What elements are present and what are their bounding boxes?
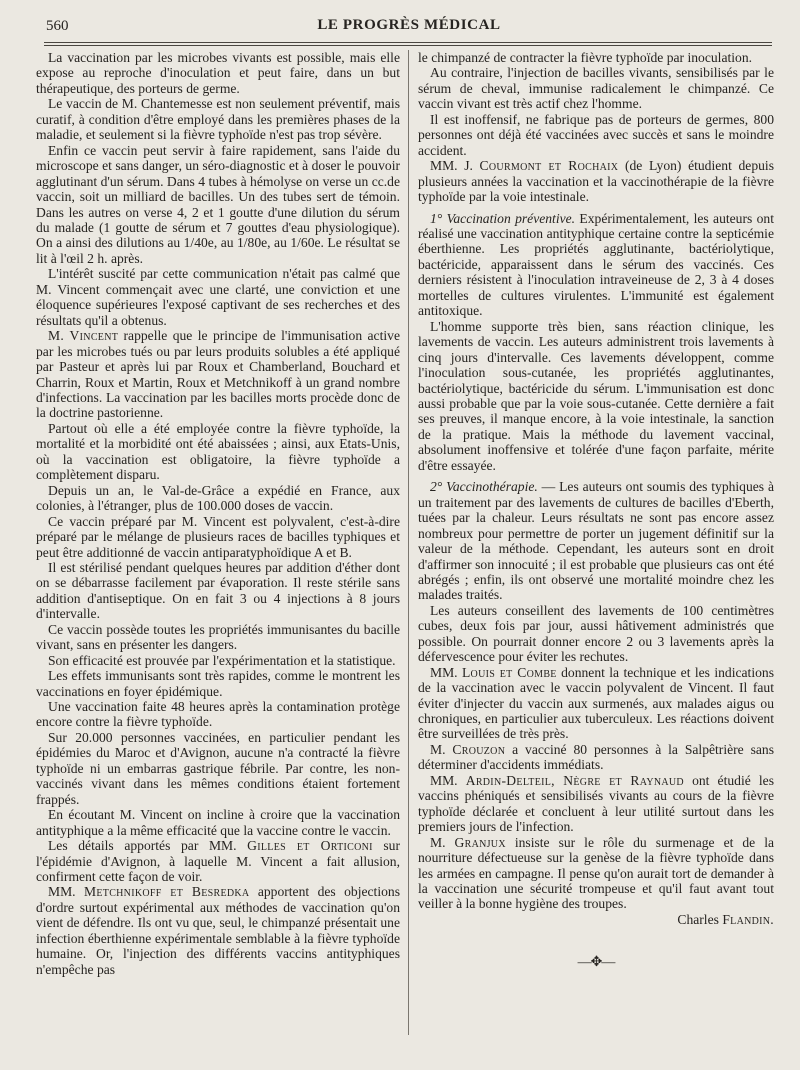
- paragraph: Ce vaccin préparé par M. Vincent est polyvalent, c'est-à-dire préparé par le mélange de plusieurs races de bacilles typhiques et peut être additionné de vaccin antiparatyphoïdique A et B.: [36, 513, 400, 560]
- paragraph: L'homme supporte très bien, sans réaction clinique, les lavements de vaccin. Les auteurs administrent trois lavements à cinq jours d'intervalle. Ces lavements développent, comme l'inoculation sous-cutanée, les propriétés agglutinantes, bactériolytique, bactéricide du sérum. L'immunisation est donc aussi probable que par la voie sous-cutanée. Cette dernière a fait ses preuves, il manque encore, à la voie intestinale, la sanction de la pratique. Mais la méthode du lavement vaccinal, absolument inoffensive et tolérée d'une façon parfaite, mérite d'être essayée.: [418, 318, 774, 473]
- left-column: [36, 50, 400, 977]
- paragraph-text: apportent des objections d'ordre surtout expérimental aux méthodes de vaccination qu'on vient de défendre. Ils ont vu que, seul, le chimpanzé présentait une infection éberthienne expérimentale semblable à la fièvre typhoïde humaine. Or, l'injection des différents vaccins antityphiques n'empêche pas: [36, 884, 400, 977]
- journal-title: LE PROGRÈS MÉDICAL: [317, 17, 501, 33]
- author-names: Courmont et Rochaix: [479, 158, 619, 174]
- paragraph: Il est inoffensif, ne fabrique pas de porteurs de germes, 800 personnes ont déjà été vaccinées avec succès et sans le moindre accident.: [418, 111, 774, 158]
- paragraph: Depuis un an, le Val-de-Grâce a expédié en France, aux colonies, à l'étranger, plus de 100.000 doses de vaccin.: [36, 482, 400, 514]
- signature-last-name: Flandin.: [722, 911, 774, 927]
- paragraph: Enfin ce vaccin peut servir à faire rapidement, sans l'aide du microscope et sans danger, un séro-diagnostic et à doser le pouvoir agglutinant d'un sérum. Dans 4 tubes à hémolyse on verse un cc.de vaccin, soit un milliard de bacilles. Un des tubes sert de témoin. Dans les autres on verse 4, 2 et 1 goutte d'une dilution du sérum du malade (1 goutte de sérum et 7 gouttes d'eau physiologique). On a ainsi des dilutions au 1/40e, au 1/80e, au 1/60e. Le résultat se lit à l'œil 2 h. après.: [36, 142, 400, 266]
- signature-first-name: Charles: [677, 911, 723, 927]
- running-head: [46, 14, 772, 38]
- paragraph: Une vaccination faite 48 heures après la contamination protège encore contre la fièvre typhoïde.: [36, 699, 400, 730]
- paragraph: En écoutant M. Vincent on incline à croire que la vaccination antityphique a la même efficacité que la vaccine contre le vaccin.: [36, 807, 400, 838]
- paragraph: le chimpanzé de contracter la fièvre typhoïde par inoculation.: [418, 50, 753, 65]
- paragraph-text: ont étudié les vaccins phéniqués et sensibilisés vivants au cours de la fièvre typhoïde déclarée et concluent à leur utilité surtout dans les premiers jours de l'infection.: [418, 772, 774, 835]
- author-name: Crouzon: [452, 741, 506, 757]
- paragraph-text: M.: [430, 834, 455, 850]
- paragraph: Au contraire, l'injection de bacilles vivants, sensibilisés par le sérum de cheval, immunise radicalement le chimpanzé. Ce vaccin vivant est très actif chez l'homme.: [418, 65, 774, 112]
- paragraph: [418, 158, 774, 204]
- paragraph: L'intérêt suscité par cette communication n'était pas calmé que M. Vincent commençait avec une clarté, une conviction et une éloquence supérieures l'exposé captivant de ses recherches et des résultats qu'il a obtenus.: [36, 266, 400, 328]
- author-names: Gilles et Orticoni: [247, 838, 373, 854]
- paragraph: Les auteurs conseillent des lavements de 100 centimètres cubes, deux fois par jour, aussi hâtivement administrés que possible. On pourrait donner encore 2 ou 3 lavements après la défervescence pour éviter les rechutes.: [418, 602, 774, 665]
- paragraph: Le vaccin de M. Chantemesse est non seulement préventif, mais curatif, à condition d'être employé dans les premières phases de la maladie, et seulement si la fièvre typhoïde n'est pas trop sévère.: [36, 96, 400, 143]
- author-names: Ardin-Delteil, Nègre et Raynaud: [465, 772, 684, 788]
- paragraph-text: Expérimentalement, les auteurs ont réalisé une vaccination antityphique certaine contre la septicémie éberthienne. Les propriétés agglutinante, bactériolytique, bactéricide, apparaissent dans le sérum des vaccinés. Ces derniers résistent à l'inoculation intraveineuse de 2, 3 à 4 doses mortelles de cultures virulentes. L'immunité est également antitoxique.: [418, 210, 774, 319]
- section-lead: 2° Vaccinothérapie.: [430, 479, 538, 495]
- paragraph-text: — Les auteurs ont soumis des typhiques à un traitement par des lavements de cultures de bacilles d'Eberth, tuées par la chaleur. Leurs résultats ne sont pas encore assez nombreux pour permettre de porter un jugement définitif sur la valeur de la méthode. Cependant, les auteurs sont en droit d'affirmer son innocuité ; il est probable que plusieurs cas ont été abrégés ; enfin, ils ont observé une mortalité moindre chez les malades traités.: [418, 479, 774, 603]
- paragraph-text: insiste sur le rôle du surmenage et de la nourriture défectueuse sur la genèse de la fièvre typhoïde dans les armées en campagne. Il pense qu'on aurait tort de demander à la vaccination une sécurité trompeuse et qu'il faut avant tout veiller à la bonne hygiène des troupes.: [418, 834, 775, 912]
- paragraph-text: MM.: [48, 884, 84, 900]
- paragraph-text: rappelle que le principe de l'immunisation active par les microbes tués ou par leurs produits solubles a été appliqué par Pasteur et après lui par Roux et Chamberland, Bouchard et Charrin, Roux et Martin, Roux et Metchnikoff à un grand nombre d'infections. La vaccination par les bacilles morts procède donc de la doctrine pastorienne.: [36, 328, 400, 421]
- paragraph: [418, 211, 774, 319]
- section-lead: 1° Vaccination préventive.: [430, 210, 576, 226]
- paragraph-text: (de Lyon) étudient depuis plusieurs années la vaccination et la vaccinothérapie de la fièvre typhoïde par la voie intestinale.: [418, 158, 774, 205]
- author-name: M. Vincent: [48, 328, 119, 344]
- paragraph: Les effets immunisants sont très rapides, comme le montrent les vaccinations en foyer épidémique.: [36, 668, 400, 699]
- right-column: [418, 50, 774, 971]
- page-number: 560: [46, 18, 69, 34]
- paragraph: [418, 773, 774, 835]
- paragraph: [418, 742, 774, 773]
- paragraph: Sur 20.000 personnes vaccinées, en particulier pendant les épidémies du Maroc et d'Avignon, aucune n'a contracté la fièvre typhoïde ni un embarras gastrique fébrile. Par contre, les non-vaccinés vivant dans les mêmes conditions étaient fortement frappés.: [36, 729, 400, 807]
- paragraph: Ce vaccin possède toutes les propriétés immunisantes du bacille vivant, sans en présenter les dangers.: [36, 621, 400, 653]
- paragraph-text: a vacciné 80 personnes à la Salpêtrière sans déterminer d'accidents immédiats.: [418, 741, 775, 773]
- paragraph: Il est stérilisé pendant quelques heures par addition d'éther dont on se débarrasse facilement par évaporation. Il reste stérile sans addition d'antiseptique. On en fait 3 ou 4 injections à 8 jours d'intervalle.: [36, 559, 400, 622]
- author-names: Metchnikoff et Besredka: [83, 884, 250, 900]
- signature: [418, 912, 774, 927]
- paragraph: Son efficacité est prouvée par l'expérimentation et la statistique.: [48, 652, 396, 668]
- column-divider: [408, 50, 409, 1035]
- paragraph: [36, 838, 400, 884]
- paragraph: Partout où elle a été employée contre la fièvre typhoïde, la mortalité et la morbidité ont été abaissées ; ainsi, aux Etats-Unis, où la vaccination est obligatoire, la fièvre typhoïde a complètement disparu.: [36, 420, 400, 483]
- paragraph-text: sur l'épidémie d'Avignon, à laquelle M. Vincent a fait allusion, confirment cette façon de voir.: [36, 838, 401, 885]
- paragraph-text: donnent la technique et les indications de la vaccination avec le vaccin polyvalent de Vincent. Il faut éviter d'injecter du vaccin aux surmenés, aux malades aigus ou chroniques, en particulier aux tuberculeux. Les réactions doivent être surveillées de très près.: [418, 664, 774, 742]
- paragraph-text: Les détails apportés par MM.: [48, 838, 248, 854]
- paragraph-text: MM. J.: [430, 158, 480, 174]
- paragraph: [36, 884, 400, 977]
- section-end-ornament: —✥—: [577, 955, 615, 971]
- author-name: Granjux: [454, 834, 506, 850]
- header-rule: [44, 42, 772, 46]
- paragraph: [36, 328, 400, 421]
- author-names: Louis et Combe: [461, 664, 557, 680]
- paragraph: [418, 835, 774, 912]
- paragraph: [418, 479, 774, 603]
- paragraph: La vaccination par les microbes vivants est possible, mais elle expose au reproche d'inoculation et peut faire, dans un but thérapeutique, des porteurs de germe.: [36, 50, 400, 96]
- paragraph: [418, 665, 774, 742]
- paragraph-text: MM.: [430, 664, 462, 680]
- paragraph-text: M.: [430, 741, 453, 757]
- paragraph-text: MM.: [430, 772, 466, 788]
